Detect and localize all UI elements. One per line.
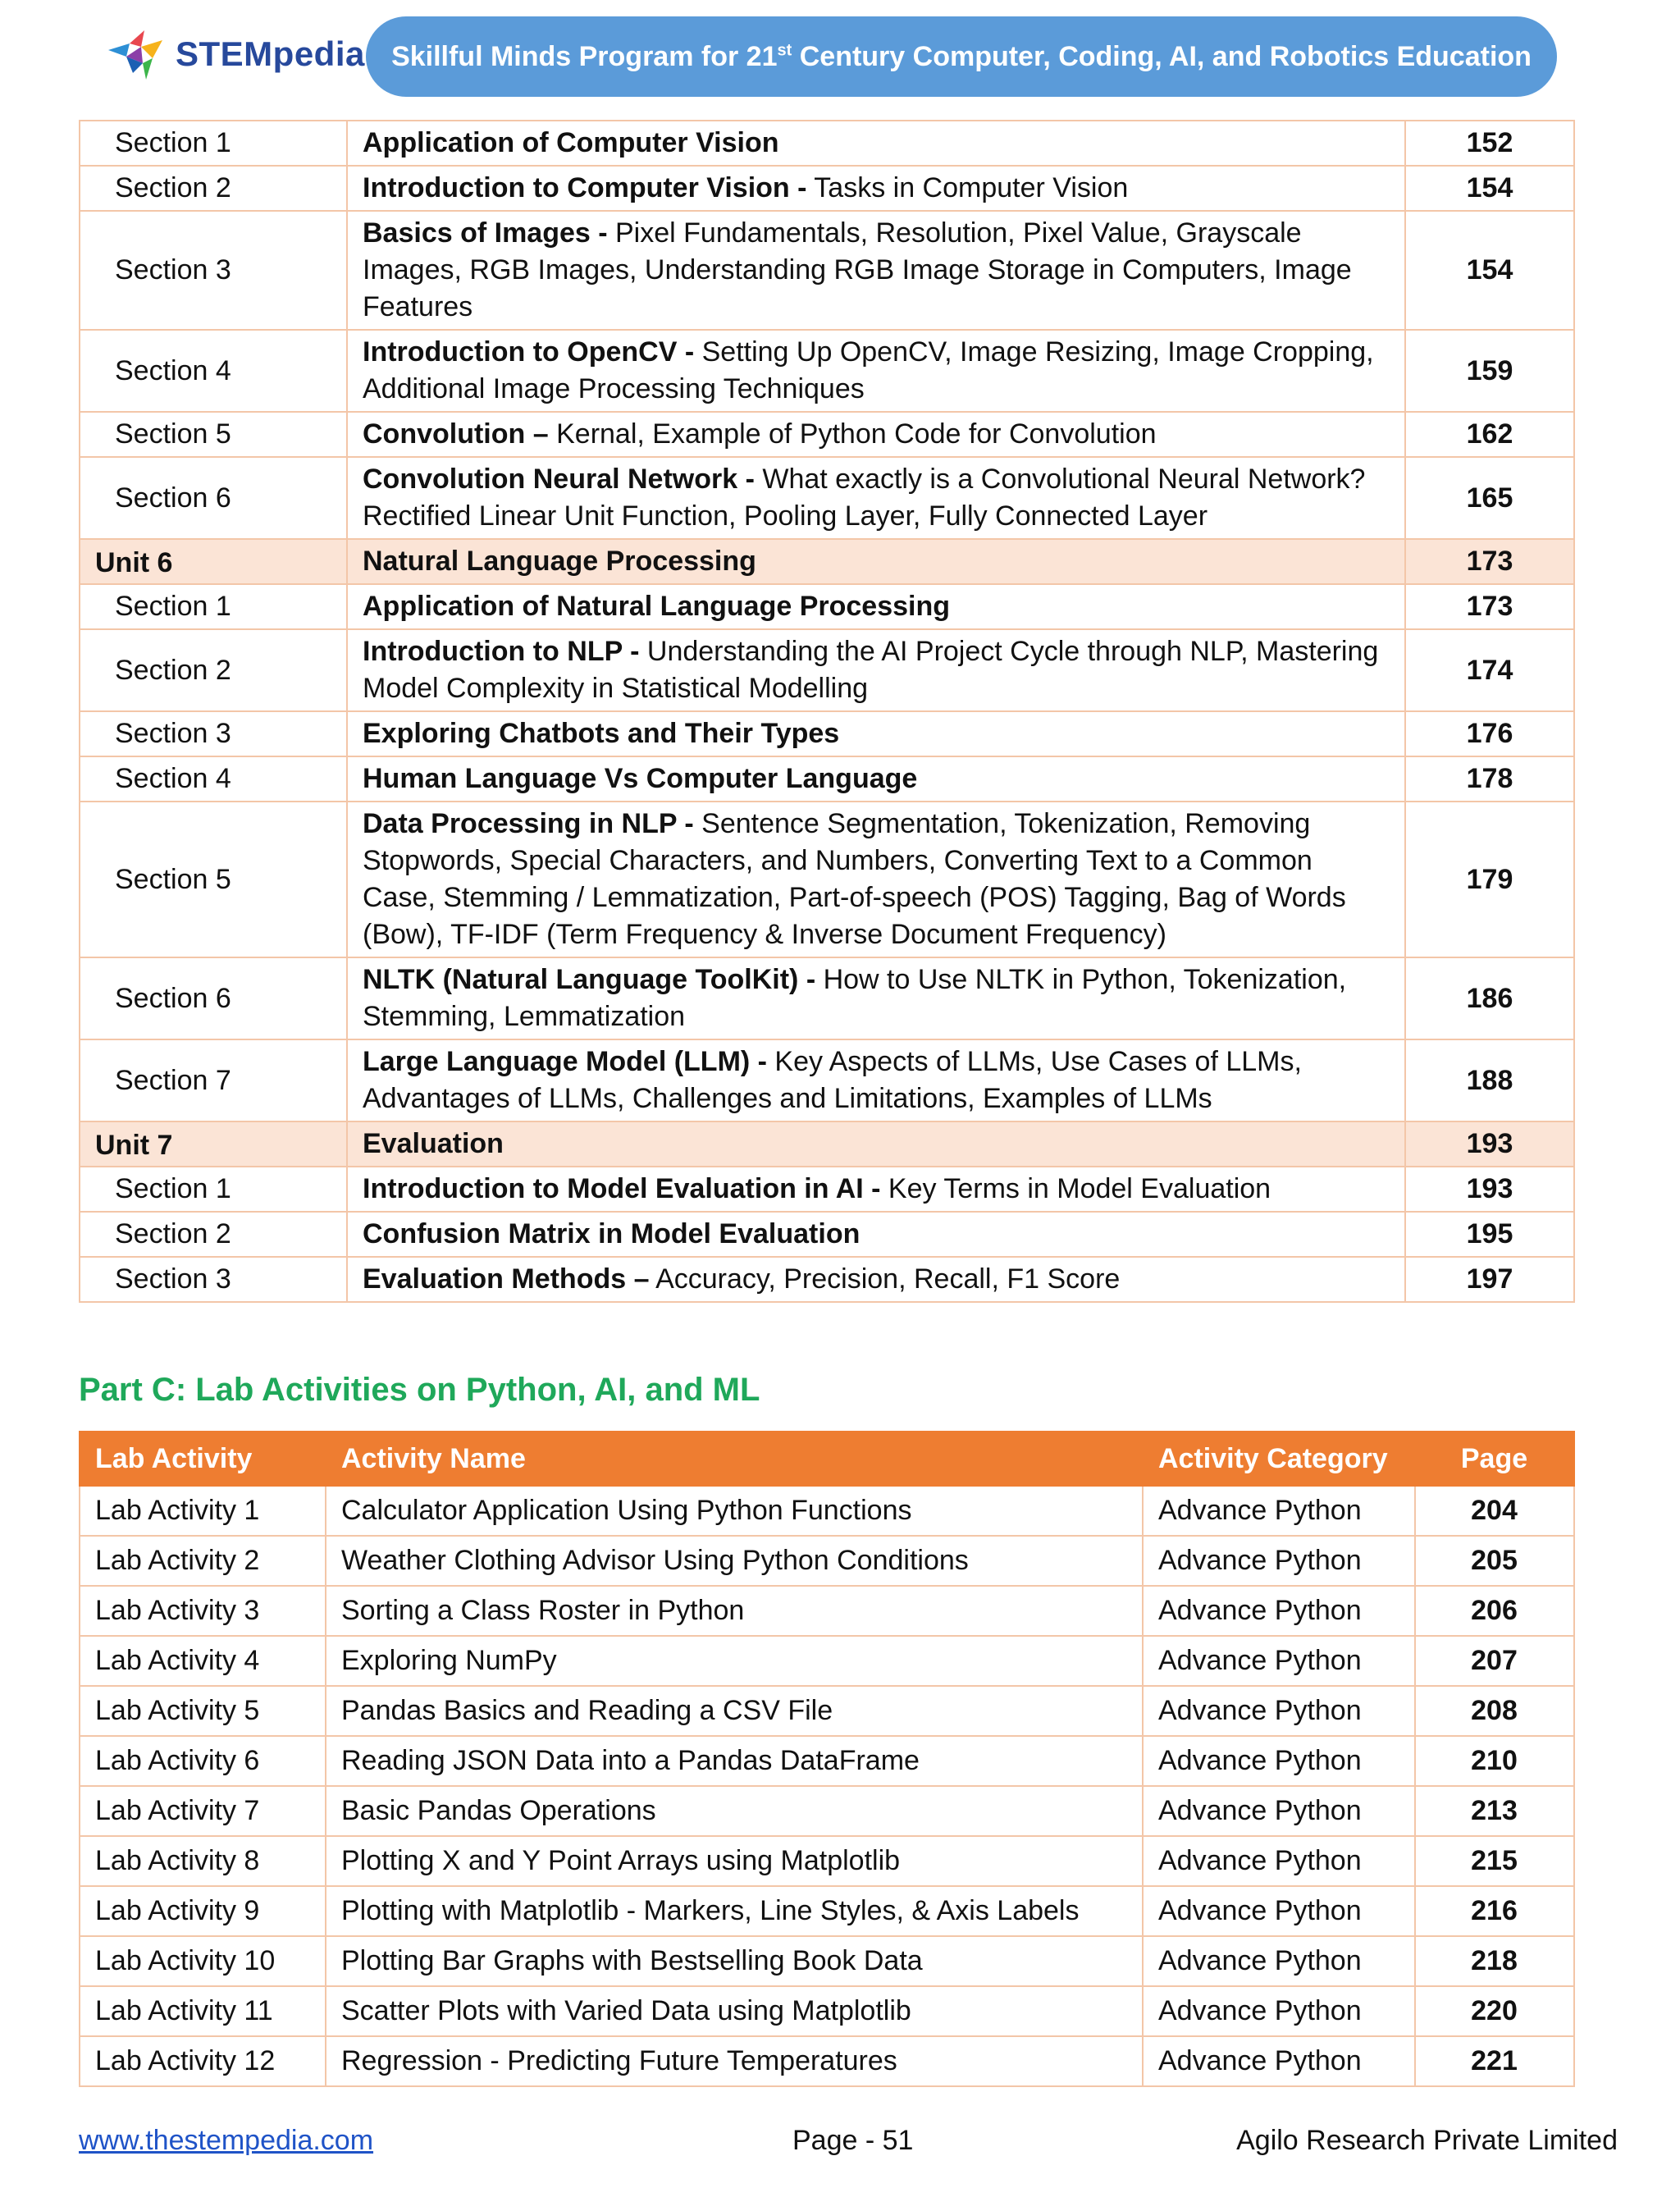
- entry-description: What exactly is a Convolutional Neural Network? Rectified Linear Unit Function, Pooling Layer, Fully Connected Layer: [363, 464, 1366, 532]
- section-label: Section 1: [80, 121, 347, 166]
- lab-activity-id: Lab Activity 7: [80, 1786, 326, 1836]
- lab-activity-id: Lab Activity 1: [80, 1486, 326, 1536]
- lab-activity-id: Lab Activity 2: [80, 1536, 326, 1586]
- entry-title-cell: [347, 756, 1405, 802]
- entry-title-cell: [347, 1039, 1405, 1121]
- unit-label: Unit 7: [80, 1121, 347, 1167]
- section-row: [80, 957, 1574, 1039]
- lab-row: [80, 1636, 1574, 1686]
- entry-page: 193: [1405, 1121, 1574, 1167]
- lab-row: [80, 1986, 1574, 2036]
- lab-activity-page: 220: [1415, 1986, 1574, 2036]
- entry-title: Introduction to OpenCV -: [363, 336, 695, 368]
- entry-title: Convolution –: [363, 418, 549, 450]
- entry-description: Accuracy, Precision, Recall, F1 Score: [649, 1263, 1121, 1295]
- lab-activity-name: Plotting Bar Graphs with Bestselling Book Data: [326, 1936, 1143, 1986]
- entry-description: Key Terms in Model Evaluation: [880, 1173, 1271, 1204]
- section-label: Section 4: [80, 330, 347, 412]
- lab-activity-category: Advance Python: [1143, 1836, 1415, 1886]
- entry-title: Natural Language Processing: [363, 546, 756, 577]
- section-label: Section 2: [80, 166, 347, 211]
- lab-activity-category: Advance Python: [1143, 1536, 1415, 1586]
- section-label: Section 3: [80, 1257, 347, 1302]
- entry-title: Application of Natural Language Processing: [363, 591, 950, 622]
- lab-row: [80, 1786, 1574, 1836]
- entry-description: Pixel Fundamentals, Resolution, Pixel Value, Grayscale Images, RGB Images, Understanding RGB Image Storage in Computers, Image Features: [363, 217, 1352, 322]
- lab-activity-category: Advance Python: [1143, 2036, 1415, 2086]
- banner-text: Skillful Minds Program for 21st Century Computer, Coding, AI, and Robotics Education: [391, 40, 1532, 72]
- lab-activity-name: Basic Pandas Operations: [326, 1786, 1143, 1836]
- lab-activity-name: Plotting X and Y Point Arrays using Matplotlib: [326, 1836, 1143, 1886]
- entry-title-cell: [347, 166, 1405, 211]
- entry-title-cell: [347, 1212, 1405, 1257]
- lab-activity-name: Plotting with Matplotlib - Markers, Line Styles, & Axis Labels: [326, 1886, 1143, 1936]
- lab-activity-id: Lab Activity 5: [80, 1686, 326, 1736]
- entry-page: 186: [1405, 957, 1574, 1039]
- lab-activity-id: Lab Activity 12: [80, 2036, 326, 2086]
- lab-col-page: Page: [1415, 1432, 1574, 1486]
- lab-row: [80, 1736, 1574, 1786]
- lab-activity-name: Calculator Application Using Python Functions: [326, 1486, 1143, 1536]
- entry-page: 197: [1405, 1257, 1574, 1302]
- section-row: [80, 412, 1574, 457]
- entry-page: 188: [1405, 1039, 1574, 1121]
- stempedia-logo[interactable]: [105, 21, 365, 87]
- lab-activity-category: Advance Python: [1143, 1986, 1415, 2036]
- section-row: [80, 1039, 1574, 1121]
- section-row: [80, 211, 1574, 330]
- section-label: Section 6: [80, 457, 347, 539]
- entry-description: Sentence Segmentation, Tokenization, Removing Stopwords, Special Characters, and Numbers, Converting Text to a Common Case, Stemming / Lemmatization, Part-of-speech (POS) Tagging, Bag of Words (Bow), TF-IDF (Term Frequency & Inverse Document Frequency): [363, 808, 1346, 950]
- entry-title-cell: [347, 1167, 1405, 1212]
- lab-row: [80, 1536, 1574, 1586]
- entry-description: How to Use NLTK in Python, Tokenization, Stemming, Lemmatization: [363, 964, 1347, 1032]
- section-label: Section 7: [80, 1039, 347, 1121]
- lab-row: [80, 1586, 1574, 1636]
- entry-title: Data Processing in NLP -: [363, 808, 694, 839]
- entry-description: Setting Up OpenCV, Image Resizing, Image Cropping, Additional Image Processing Techniques: [363, 336, 1374, 404]
- lab-activity-name: Sorting a Class Roster in Python: [326, 1586, 1143, 1636]
- website-link[interactable]: www.thestempedia.com: [79, 2125, 374, 2156]
- entry-page: 174: [1405, 629, 1574, 711]
- entry-title: Large Language Model (LLM) -: [363, 1046, 767, 1077]
- entry-page: 165: [1405, 457, 1574, 539]
- section-label: Section 5: [80, 802, 347, 957]
- entry-title: Convolution Neural Network -: [363, 464, 755, 495]
- unit-row: [80, 1121, 1574, 1167]
- lab-activity-id: Lab Activity 6: [80, 1736, 326, 1786]
- lab-activity-category: Advance Python: [1143, 1736, 1415, 1786]
- entry-title: Exploring Chatbots and Their Types: [363, 718, 840, 749]
- entry-page: 179: [1405, 802, 1574, 957]
- lab-activity-page: 215: [1415, 1836, 1574, 1886]
- lab-activity-name: Exploring NumPy: [326, 1636, 1143, 1686]
- entry-title-cell: [347, 211, 1405, 330]
- lab-activity-name: Regression - Predicting Future Temperatures: [326, 2036, 1143, 2086]
- entry-title-cell: [347, 539, 1405, 584]
- section-row: [80, 756, 1574, 802]
- entry-title: Confusion Matrix in Model Evaluation: [363, 1218, 861, 1249]
- entry-page: 195: [1405, 1212, 1574, 1257]
- entry-page: 162: [1405, 412, 1574, 457]
- entry-title-cell: [347, 711, 1405, 756]
- section-row: [80, 121, 1574, 166]
- lab-activity-category: Advance Python: [1143, 1886, 1415, 1936]
- lab-activity-category: Advance Python: [1143, 1786, 1415, 1836]
- entry-title: Evaluation: [363, 1128, 504, 1159]
- lab-activity-page: 208: [1415, 1686, 1574, 1736]
- entry-title: Introduction to Computer Vision -: [363, 172, 807, 203]
- lab-row: [80, 1486, 1574, 1536]
- entry-page: 154: [1405, 211, 1574, 330]
- lab-activity-category: Advance Python: [1143, 1586, 1415, 1636]
- contents-table: [79, 120, 1575, 1303]
- entry-title-cell: [347, 802, 1405, 957]
- lab-col-activity: Lab Activity: [80, 1432, 326, 1486]
- lab-activity-name: Reading JSON Data into a Pandas DataFrame: [326, 1736, 1143, 1786]
- section-row: [80, 166, 1574, 211]
- entry-description: Understanding the AI Project Cycle through NLP, Mastering Model Complexity in Statistical Modelling: [363, 636, 1379, 704]
- section-row: [80, 1167, 1574, 1212]
- section-row: [80, 330, 1574, 412]
- entry-title-cell: [347, 629, 1405, 711]
- part-c-heading: Part C: Lab Activities on Python, AI, and ML: [79, 1372, 760, 1408]
- entry-title-cell: [347, 957, 1405, 1039]
- lab-activity-id: Lab Activity 9: [80, 1886, 326, 1936]
- lab-activity-id: Lab Activity 10: [80, 1936, 326, 1986]
- lab-activity-name: Weather Clothing Advisor Using Python Conditions: [326, 1536, 1143, 1586]
- lab-row: [80, 1686, 1574, 1736]
- stempedia-logo-icon: [105, 25, 169, 83]
- lab-activity-name: Scatter Plots with Varied Data using Matplotlib: [326, 1986, 1143, 2036]
- lab-row: [80, 1836, 1574, 1886]
- section-label: Section 6: [80, 957, 347, 1039]
- entry-title: Evaluation Methods –: [363, 1263, 650, 1295]
- lab-activity-category: Advance Python: [1143, 1686, 1415, 1736]
- entry-page: 193: [1405, 1167, 1574, 1212]
- section-row: [80, 711, 1574, 756]
- entry-title: Introduction to Model Evaluation in AI -: [363, 1173, 881, 1204]
- entry-title: Human Language Vs Computer Language: [363, 763, 918, 794]
- section-row: [80, 629, 1574, 711]
- lab-activity-page: 205: [1415, 1536, 1574, 1586]
- entry-page: 173: [1405, 539, 1574, 584]
- lab-activity-page: 221: [1415, 2036, 1574, 2086]
- section-label: Section 3: [80, 711, 347, 756]
- lab-activity-category: Advance Python: [1143, 1936, 1415, 1986]
- section-row: [80, 457, 1574, 539]
- section-label: Section 3: [80, 211, 347, 330]
- lab-activity-id: Lab Activity 8: [80, 1836, 326, 1886]
- lab-activity-page: 204: [1415, 1486, 1574, 1536]
- entry-page: 159: [1405, 330, 1574, 412]
- section-label: Section 4: [80, 756, 347, 802]
- entry-title-cell: [347, 121, 1405, 166]
- section-label: Section 5: [80, 412, 347, 457]
- lab-table-header-row: [80, 1432, 1574, 1486]
- page-number: Page - 51: [792, 2125, 914, 2156]
- logo-text: STEMpedia: [176, 34, 365, 73]
- lab-row: [80, 1936, 1574, 1986]
- section-row: [80, 584, 1574, 629]
- lab-activities-table: [79, 1431, 1575, 2087]
- entry-description: Tasks in Computer Vision: [806, 172, 1129, 203]
- lab-col-category: Activity Category: [1143, 1432, 1415, 1486]
- company-name: Agilo Research Private Limited: [1236, 2125, 1618, 2156]
- entry-title-cell: [347, 584, 1405, 629]
- entry-title-cell: [347, 1257, 1405, 1302]
- entry-title: Application of Computer Vision: [363, 127, 779, 158]
- lab-col-name: Activity Name: [326, 1432, 1143, 1486]
- entry-page: 173: [1405, 584, 1574, 629]
- lab-activity-category: Advance Python: [1143, 1636, 1415, 1686]
- lab-activity-name: Pandas Basics and Reading a CSV File: [326, 1686, 1143, 1736]
- section-label: Section 1: [80, 1167, 347, 1212]
- unit-label: Unit 6: [80, 539, 347, 584]
- lab-row: [80, 2036, 1574, 2086]
- page-header: [0, 0, 1680, 115]
- lab-activity-page: 218: [1415, 1936, 1574, 1986]
- lab-activity-page: 206: [1415, 1586, 1574, 1636]
- unit-row: [80, 539, 1574, 584]
- lab-activity-page: 210: [1415, 1736, 1574, 1786]
- lab-row: [80, 1886, 1574, 1936]
- section-row: [80, 1257, 1574, 1302]
- entry-title: Introduction to NLP -: [363, 636, 640, 667]
- lab-activity-category: Advance Python: [1143, 1486, 1415, 1536]
- entry-description: Key Aspects of LLMs, Use Cases of LLMs, Advantages of LLMs, Challenges and Limitations, Examples of LLMs: [363, 1046, 1302, 1114]
- lab-activity-id: Lab Activity 4: [80, 1636, 326, 1686]
- section-label: Section 2: [80, 629, 347, 711]
- entry-description: Kernal, Example of Python Code for Convolution: [548, 418, 1157, 450]
- entry-title-cell: [347, 330, 1405, 412]
- entry-title-cell: [347, 412, 1405, 457]
- lab-activity-page: 207: [1415, 1636, 1574, 1686]
- entry-page: 176: [1405, 711, 1574, 756]
- lab-activity-page: 213: [1415, 1786, 1574, 1836]
- entry-title: Basics of Images -: [363, 217, 608, 249]
- entry-page: 152: [1405, 121, 1574, 166]
- lab-activity-page: 216: [1415, 1886, 1574, 1936]
- entry-page: 154: [1405, 166, 1574, 211]
- section-label: Section 2: [80, 1212, 347, 1257]
- entry-title-cell: [347, 1121, 1405, 1167]
- section-label: Section 1: [80, 584, 347, 629]
- section-row: [80, 802, 1574, 957]
- section-row: [80, 1212, 1574, 1257]
- program-banner: [366, 16, 1557, 97]
- entry-title: NLTK (Natural Language ToolKit) -: [363, 964, 816, 995]
- lab-activity-id: Lab Activity 11: [80, 1986, 326, 2036]
- entry-title-cell: [347, 457, 1405, 539]
- entry-page: 178: [1405, 756, 1574, 802]
- lab-activity-id: Lab Activity 3: [80, 1586, 326, 1636]
